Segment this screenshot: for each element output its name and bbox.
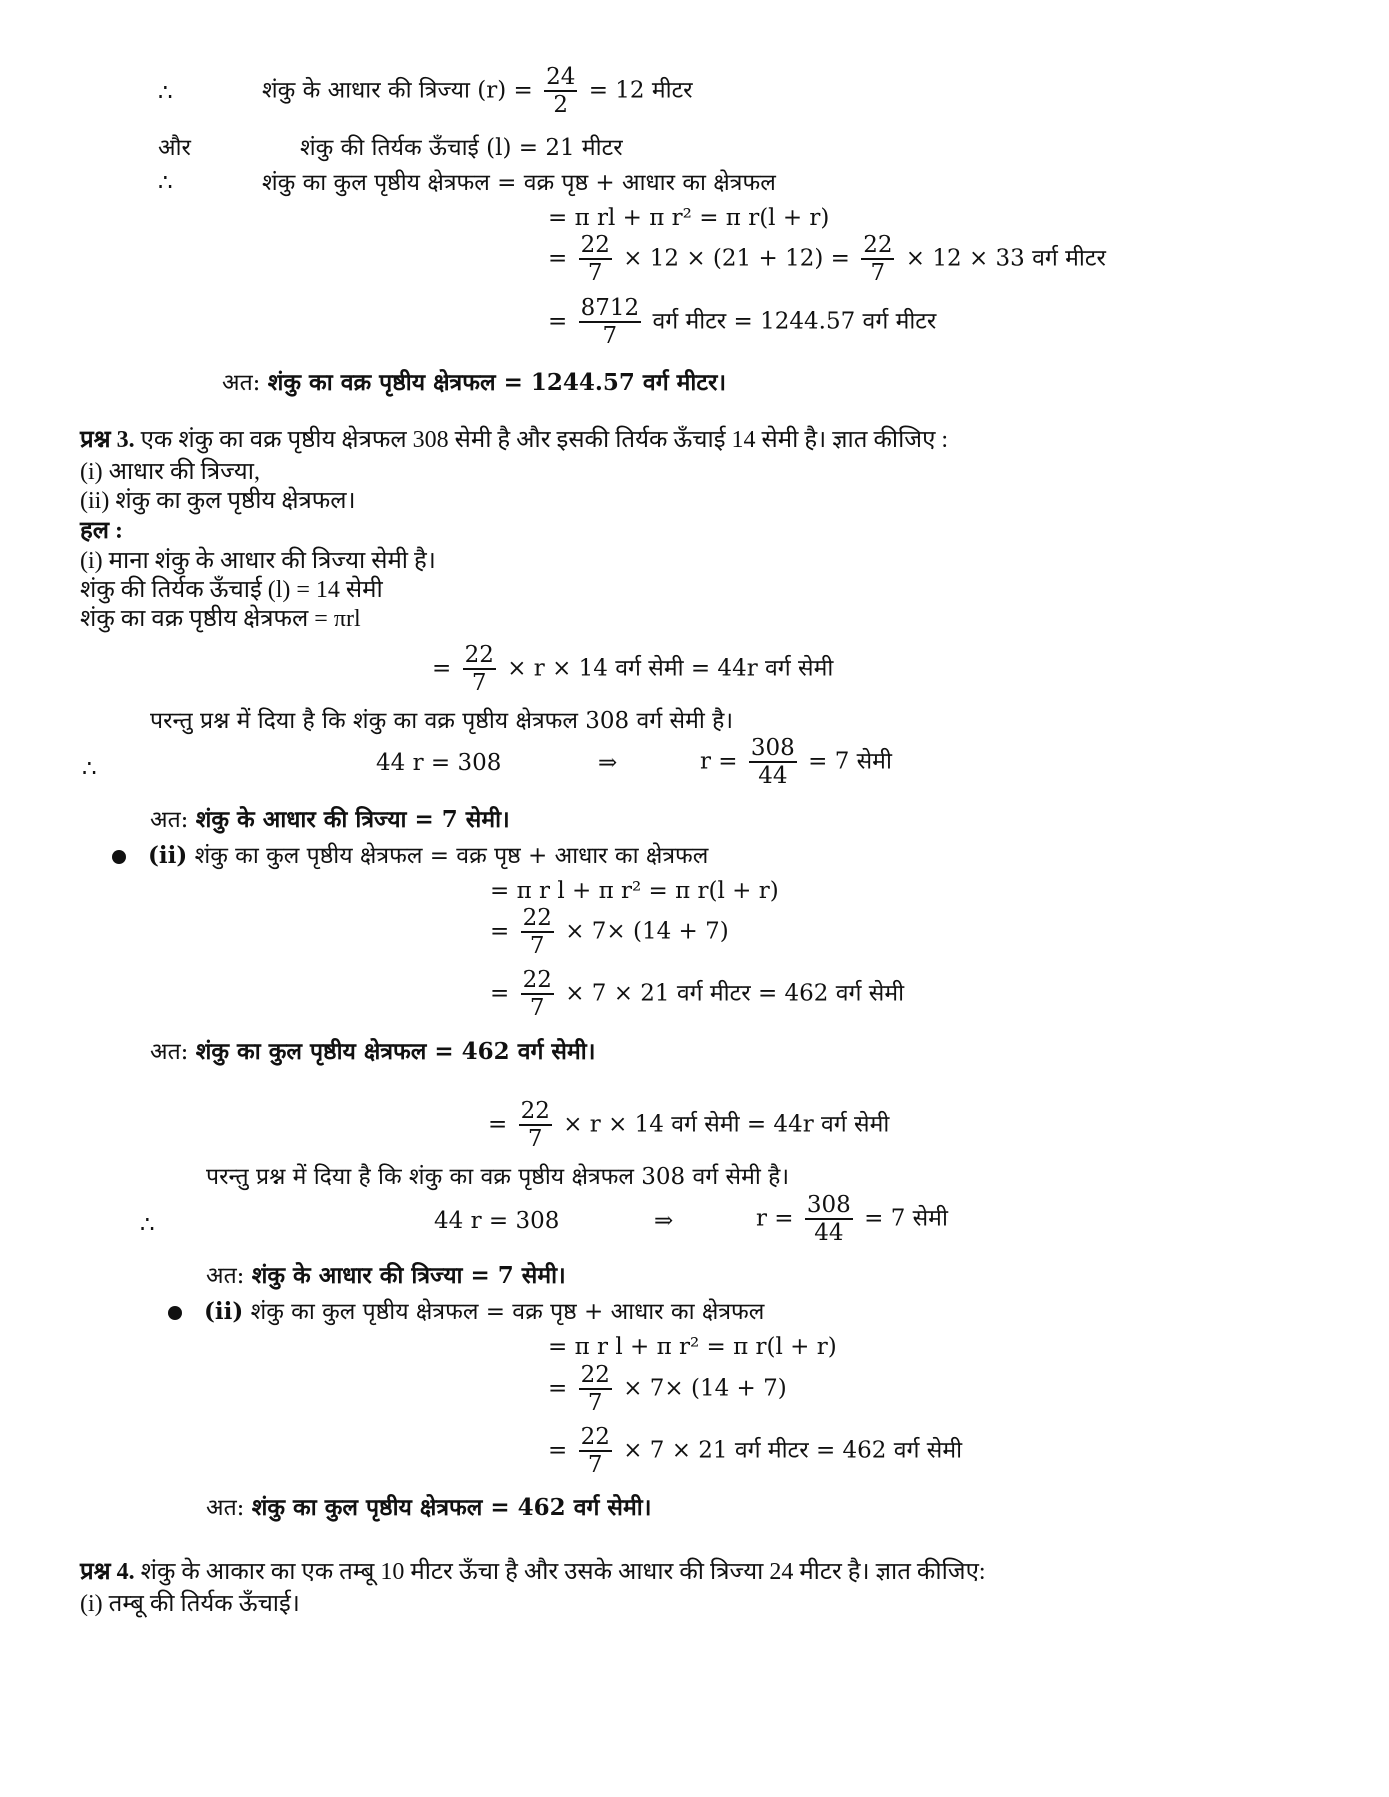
radius-label: शंकु के आधार की त्रिज्या (r) =	[262, 77, 533, 104]
q4-part-i: (i) तम्बू की तिर्यक ऊँचाई।	[80, 1591, 300, 1617]
equation-44r: 44 r = 308	[376, 750, 502, 776]
fraction-22-7: $\frac{22}{7}$	[464, 642, 494, 697]
fraction-22-7: $\frac{22}{7}$	[522, 905, 552, 960]
q3-text: एक शंकु का वक्र पृष्ठीय क्षेत्रफल 308 सेमी है और इसकी तिर्यक ऊँचाई 14 सेमी है। ज्ञात कीजिए :	[140, 427, 949, 453]
tsa-step-3: = $\frac{8712}{7}$ वर्ग मीटर = 1244.57 वर्ग मीटर	[548, 295, 937, 350]
solution-step-2: शंकु की तिर्यक ऊँचाई (l) = 14 सेमी	[80, 577, 383, 603]
q4-text: शंकु के आकार का एक तम्बू 10 मीटर ऊँचा है और उसके आधार की त्रिज्या 24 मीटर है। ज्ञात कीजिए:	[140, 1559, 986, 1585]
part-ii-label: (ii)	[204, 1298, 244, 1325]
final-conclusion: अत: शंकु का कुल पृष्ठीय क्षेत्रफल = 462 वर्ग सेमी।	[206, 1494, 652, 1521]
fraction-22-7: $\frac{22}{7}$	[580, 232, 610, 287]
fraction-8712-7: $\frac{8712}{7}$	[580, 295, 640, 350]
part-ii-step-3: = $\frac{22}{7}$ × 7 × 21 वर्ग मीटर = 462 वर्ग सेमी	[548, 1424, 963, 1479]
bullet-icon	[168, 1306, 182, 1320]
part-ii-line: (ii) शंकु का कुल पृष्ठीय क्षेत्रफल = वक्र पृष्ठ + आधार का क्षेत्रफल	[148, 842, 709, 869]
q4-label: प्रश्न 4.	[80, 1559, 135, 1585]
part-ii-step-2: = $\frac{22}{7}$ × 7× (14 + 7)	[548, 1362, 787, 1417]
radius-solution: r = $\frac{308}{44}$ = 7 सेमी	[756, 1192, 948, 1247]
therefore-symbol: ∴	[158, 80, 173, 106]
fraction-22-7: $\frac{22}{7}$	[863, 232, 893, 287]
implies-arrow: ⇒	[598, 750, 618, 776]
part-ii-step-3: = $\frac{22}{7}$ × 7 × 21 वर्ग मीटर = 462 वर्ग सेमी	[490, 967, 905, 1022]
tsa-step-1: = π rl + π r² = π r(l + r)	[548, 205, 830, 231]
fraction-22-7: $\frac{22}{7}$	[522, 967, 552, 1022]
part-ii-label: (ii)	[148, 842, 188, 869]
part-ii-line: (ii) शंकु का कुल पृष्ठीय क्षेत्रफल = वक्र पृष्ठ + आधार का क्षेत्रफल	[204, 1298, 765, 1325]
q3-statement	[80, 428, 948, 452]
therefore-symbol: ∴	[140, 1212, 155, 1238]
fraction-308-44: $\frac{308}{44}$	[750, 735, 795, 790]
given-statement: परन्तु प्रश्न में दिया है कि शंकु का वक्र पृष्ठीय क्षेत्रफल 308 वर्ग सेमी है।	[206, 1164, 790, 1190]
final-conclusion: अत: शंकु का कुल पृष्ठीय क्षेत्रफल = 462 वर्ग सेमी।	[150, 1038, 596, 1065]
slant-height-line: शंकु की तिर्यक ऊँचाई (l) = 21 मीटर	[300, 135, 623, 161]
therefore-symbol: ∴	[82, 756, 97, 782]
part-ii-step-1: = π r l + π r² = π r(l + r)	[548, 1334, 837, 1360]
part-ii-step-1: = π r l + π r² = π r(l + r)	[490, 878, 779, 904]
q3-label: प्रश्न 3.	[80, 427, 135, 453]
q3-part-i: (i) आधार की त्रिज्या,	[80, 459, 260, 485]
fraction-308-44: $\frac{308}{44}$	[806, 1192, 851, 1247]
implies-arrow: ⇒	[654, 1208, 674, 1234]
radius-conclusion: अत: शंकु के आधार की त्रिज्या = 7 सेमी।	[150, 806, 510, 833]
radius-result: = 12 मीटर	[588, 77, 693, 104]
equation-44r: 44 r = 308	[434, 1208, 560, 1234]
bullet-icon	[112, 850, 126, 864]
q3-part-ii: (ii) शंकु का कुल पृष्ठीय क्षेत्रफल।	[80, 488, 356, 514]
radius-conclusion: अत: शंकु के आधार की त्रिज्या = 7 सेमी।	[206, 1262, 566, 1289]
therefore-symbol: ∴	[158, 170, 173, 196]
tsa-formula-line: शंकु का कुल पृष्ठीय क्षेत्रफल = वक्र पृष्ठ + आधार का क्षेत्रफल	[262, 170, 776, 196]
conclusion-prefix: अत:	[222, 370, 261, 396]
q4-statement	[80, 1560, 986, 1584]
radius-line	[262, 64, 693, 119]
radius-fraction: $\frac{24}{2}$	[546, 64, 576, 119]
tsa-step-2: = $\frac{22}{7}$ × 12 × (21 + 12) = $\frac{22}{7}$ × 12 × 33 वर्ग मीटर	[548, 232, 1106, 287]
given-statement: परन्तु प्रश्न में दिया है कि शंकु का वक्र पृष्ठीय क्षेत्रफल 308 वर्ग सेमी है।	[150, 708, 734, 734]
solution-heading: हल :	[80, 518, 124, 544]
solution-step-1: (i) माना शंकु के आधार की त्रिज्या सेमी है।	[80, 548, 436, 574]
part-ii-step-2: = $\frac{22}{7}$ × 7× (14 + 7)	[490, 905, 729, 960]
csa-equation: = $\frac{22}{7}$ × r × 14 वर्ग सेमी = 44r वर्ग सेमी	[432, 642, 834, 697]
fraction-22-7: $\frac{22}{7}$	[580, 1362, 610, 1417]
conclusion-line	[222, 371, 726, 395]
fraction-22-7: $\frac{22}{7}$	[520, 1098, 550, 1153]
csa-equation: = $\frac{22}{7}$ × r × 14 वर्ग सेमी = 44r वर्ग सेमी	[488, 1098, 890, 1153]
fraction-22-7: $\frac{22}{7}$	[580, 1424, 610, 1479]
and-word: और	[158, 135, 191, 161]
radius-solution: r = $\frac{308}{44}$ = 7 सेमी	[700, 735, 892, 790]
solution-step-3: शंकु का वक्र पृष्ठीय क्षेत्रफल = πrl	[80, 606, 361, 632]
conclusion-text: शंकु का वक्र पृष्ठीय क्षेत्रफल = 1244.57 वर्ग मीटर।	[267, 369, 727, 396]
